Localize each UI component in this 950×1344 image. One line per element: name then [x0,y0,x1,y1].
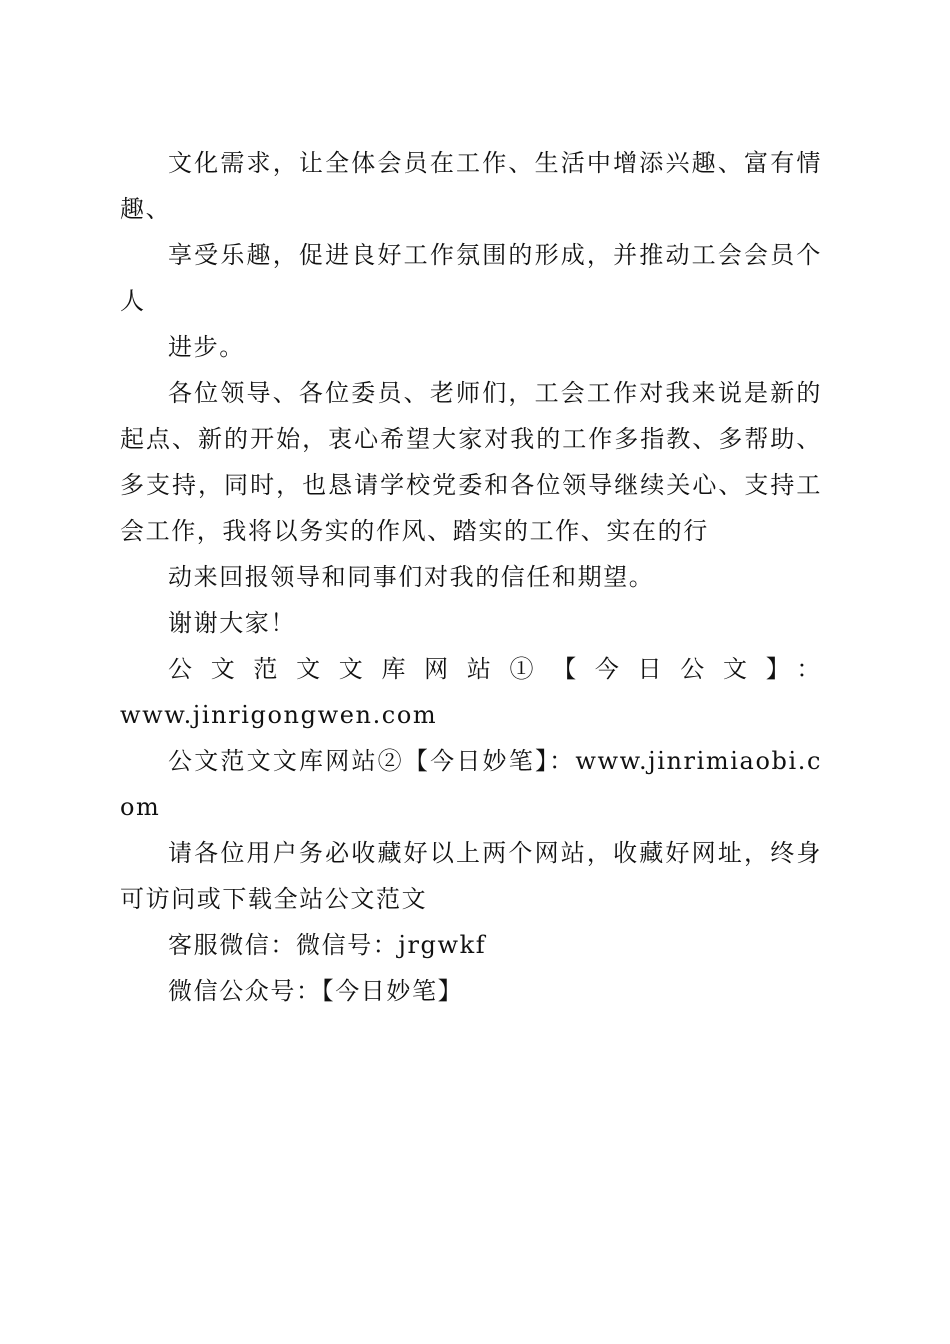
paragraph-progress: 进步。 [168,333,245,361]
site-1-label: 公文范文文库网站①【今日公文】： [168,655,822,683]
paragraph-wechat-official: 微信公众号：【今日妙笔】 [168,977,464,1005]
paragraph-site-1 [120,646,822,738]
paragraph-leaders: 各位领导、各位委员、老师们，工会工作对我来说是新的起点、新的开始，衷心希望大家对我的工作多指教、多帮助、多支持，同时，也恳请学校党委和各位领导继续关心、支持工会工作，我将以务实的作风、踏实的工作、实在的行 [120,379,822,545]
paragraph-culture-needs: 文化需求，让全体会员在工作、生活中增添兴趣、富有情趣、 [120,149,822,223]
paragraph-notice: 请各位用户务必收藏好以上两个网站，收藏好网址，终身可访问或下载全站公文范文 [120,839,822,913]
paragraph-site-2: 公文范文文库网站②【今日妙笔】：www.jinrimiaobi.com [120,747,822,821]
document-body [120,140,822,1014]
paragraph-wechat-service: 客服微信：微信号：jrgwkf [168,931,487,959]
paragraph-enjoy-fun: 享受乐趣，促进良好工作氛围的形成，并推动工会会员个人 [120,241,822,315]
paragraph-repay: 动来回报领导和同事们对我的信任和期望。 [168,563,655,591]
paragraph-thanks: 谢谢大家！ [168,609,296,637]
site-1-url: www.jinrigongwen.com [120,701,438,729]
